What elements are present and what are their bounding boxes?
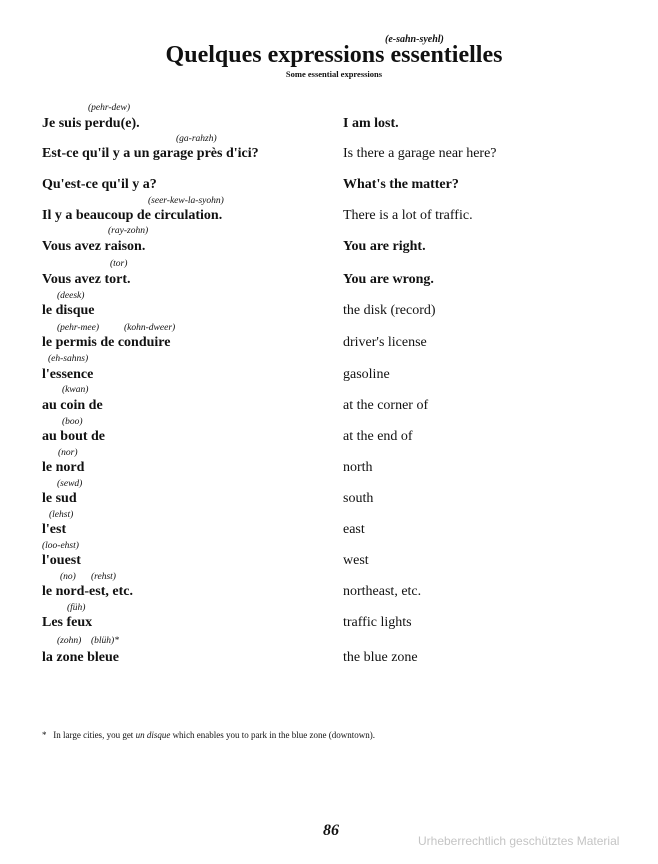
english-translation: at the corner of — [343, 398, 429, 413]
french-expression: le nord-est, etc. — [42, 584, 133, 599]
french-expression: la zone bleue — [42, 650, 119, 665]
pronunciation-hint: (eh-sahns) — [48, 354, 89, 364]
english-translation: northeast, etc. — [343, 584, 422, 599]
french-expression: l'essence — [42, 367, 94, 382]
page-number: 86 — [323, 822, 339, 839]
english-translation: west — [343, 553, 369, 568]
pronunciation-hint: (kwan) — [62, 385, 89, 395]
french-expression: Je suis perdu(e). — [42, 116, 140, 131]
french-expression: Vous avez tort. — [42, 272, 131, 287]
english-translation: gasoline — [343, 367, 390, 382]
english-translation: east — [343, 522, 365, 537]
pronunciation-hint: (loo-ehst) — [42, 541, 79, 551]
pronunciation-hint: (nor) — [58, 448, 78, 458]
pronunciation-hint: (deesk) — [57, 291, 85, 301]
english-translation: south — [343, 491, 374, 506]
pronunciation-hint: (zohn) — [57, 636, 82, 646]
pronunciation-hint: (pehr-mee) — [57, 323, 100, 333]
footnote-marker: * — [42, 730, 47, 740]
french-expression: au bout de — [42, 429, 106, 444]
french-expression: le disque — [42, 303, 95, 318]
footnote-text-end: which enables you to park in the blue zone (downtown). — [172, 730, 376, 740]
english-translation: the disk (record) — [343, 303, 436, 318]
pronunciation-hint: (lehst) — [49, 510, 74, 520]
french-expression: le sud — [42, 491, 77, 506]
footnote — [42, 730, 375, 740]
english-translation: at the end of — [343, 429, 413, 444]
footnote-text-start: In large cities, you get — [53, 730, 134, 740]
pronunciation-hint: (blüh)* — [91, 636, 119, 646]
pronunciation-hint: (kohn-dweer) — [124, 323, 176, 333]
pronunciation-hint: (tor) — [110, 259, 128, 269]
english-translation: driver's license — [343, 335, 427, 350]
english-translation: You are right. — [343, 239, 426, 254]
french-expression: Les feux — [42, 615, 93, 630]
pronunciation-hint: (no) — [60, 572, 76, 582]
english-translation: There is a lot of traffic. — [343, 208, 473, 223]
french-expression: le permis de conduire — [42, 335, 171, 350]
french-expression: Est-ce qu'il y a un garage près d'ici? — [42, 146, 259, 161]
page-title: Quelques expressions essentielles — [165, 42, 503, 68]
pronunciation-hint: (füh) — [67, 603, 86, 613]
pronunciation-hint: (rehst) — [91, 572, 116, 582]
pronunciation-hint: (sewd) — [57, 479, 83, 489]
pronunciation-hint: (seer-kew-la-syohn) — [148, 196, 224, 206]
pronunciation-hint: (ray-zohn) — [108, 226, 149, 236]
pronunciation-hint: (boo) — [62, 417, 83, 427]
english-translation: the blue zone — [343, 650, 418, 665]
pronunciation-hint: (pehr-dew) — [88, 103, 131, 113]
english-translation: north — [343, 460, 373, 475]
english-translation: Is there a garage near here? — [343, 146, 497, 161]
page-subtitle: Some essential expressions — [285, 69, 383, 79]
french-expression: l'ouest — [42, 553, 81, 568]
french-expression: Qu'est-ce qu'il y a? — [42, 177, 157, 192]
english-translation: You are wrong. — [343, 272, 434, 287]
english-translation: I am lost. — [343, 116, 399, 131]
french-expression: le nord — [42, 460, 85, 475]
footnote-emphasis: un disque — [135, 730, 171, 740]
english-translation: traffic lights — [343, 615, 412, 630]
pronunciation-hint: (ga-rahzh) — [176, 134, 217, 144]
french-expression: Il y a beaucoup de circulation. — [42, 208, 223, 223]
title-pronunciation: (e-sahn-syehl) — [385, 34, 444, 45]
french-expression: Vous avez raison. — [42, 239, 146, 254]
french-expression: au coin de — [42, 398, 103, 413]
copyright-watermark: Urheberrechtlich geschütztes Material — [418, 834, 620, 848]
english-translation: What's the matter? — [343, 177, 459, 192]
french-expression: l'est — [42, 522, 67, 537]
